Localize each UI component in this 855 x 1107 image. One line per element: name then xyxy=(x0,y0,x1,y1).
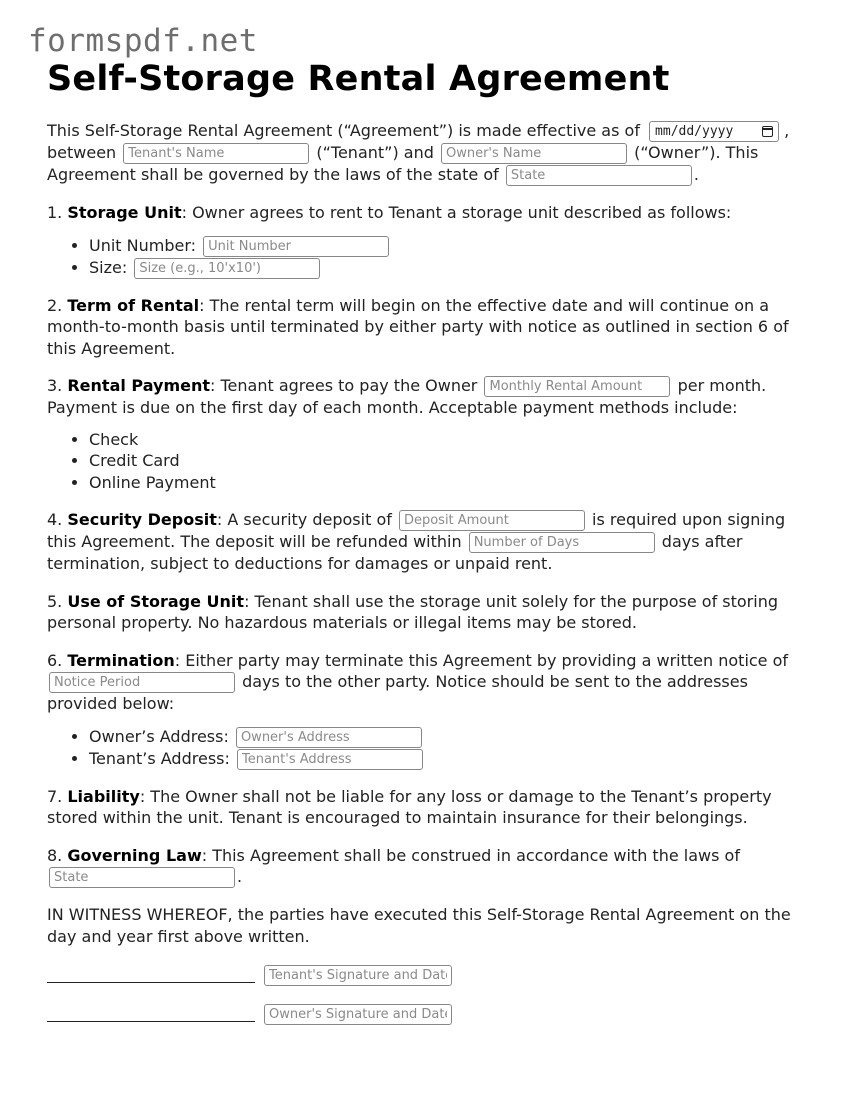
section-use xyxy=(47,591,817,634)
unit-number-input[interactable] xyxy=(203,236,389,257)
watermark-logo: formspdf.net xyxy=(28,23,258,59)
tenant-address-label: Tenant’s Address: xyxy=(89,748,230,768)
section-number: 1. xyxy=(47,203,63,222)
tenant-address-input[interactable] xyxy=(237,749,423,770)
size-input[interactable] xyxy=(134,258,320,279)
payment-methods-list xyxy=(47,429,817,494)
section-text: : A security deposit of xyxy=(216,510,392,529)
owner-signature-input[interactable] xyxy=(264,1004,452,1025)
section-number: 2. xyxy=(47,295,63,315)
section-text: . xyxy=(237,867,243,886)
section-number: 3. xyxy=(47,376,63,395)
refund-days-input[interactable] xyxy=(469,532,655,553)
section-heading: Term of Rental xyxy=(67,295,200,315)
intro-text: (“Owner”). This Agreement shall be governed by the laws of the state of xyxy=(47,143,759,184)
size-label: Size: xyxy=(89,257,128,277)
section-heading: Use of Storage Unit xyxy=(67,591,245,611)
section-governing-law xyxy=(47,845,817,889)
owner-address-label: Owner’s Address: xyxy=(89,726,229,746)
witness-statement: IN WITNESS WHEREOF, the parties have executed this Self-Storage Rental Agreement on the day and year first above written. xyxy=(47,905,791,946)
calendar-icon[interactable] xyxy=(762,126,773,137)
unit-number-label: Unit Number: xyxy=(89,235,197,255)
governing-state-input[interactable] xyxy=(49,867,235,888)
section-text: days after termination, subject to deductions for damages or unpaid rent. xyxy=(47,532,743,573)
date-value: mm/dd/yyyy xyxy=(655,123,734,139)
list-item xyxy=(89,726,817,748)
section-heading: Liability xyxy=(67,786,140,806)
section-number: 6. xyxy=(47,650,63,670)
section-term xyxy=(47,295,817,360)
signature-line xyxy=(47,1007,255,1022)
monthly-rent-input[interactable] xyxy=(484,376,670,397)
section-number: 7. xyxy=(47,786,63,806)
section-termination xyxy=(47,650,817,715)
intro-text: . xyxy=(693,165,699,184)
section-text: days to the other party. Notice should be sent to the addresses provided below: xyxy=(47,672,748,713)
state-input[interactable] xyxy=(506,165,692,186)
list-item: • Credit Card xyxy=(89,450,817,472)
section-heading: Termination xyxy=(67,650,175,670)
agreement-document xyxy=(47,58,817,1025)
section-text: is required upon signing this Agreement. The deposit will be refunded within xyxy=(47,510,786,551)
addresses-list xyxy=(47,726,817,770)
section-heading: Governing Law xyxy=(67,845,202,865)
intro-text: , between xyxy=(47,121,790,162)
list-item xyxy=(89,257,817,279)
intro-text: This Self-Storage Rental Agreement (“Agreement”) is made effective as of xyxy=(47,121,640,140)
section-storage-unit xyxy=(47,202,817,224)
tenant-signature-input[interactable] xyxy=(264,965,452,986)
section-text: per month. Payment is due on the first day of each month. Acceptable payment methods include: xyxy=(47,376,767,417)
section-number: 4. xyxy=(47,510,63,529)
owner-name-input[interactable] xyxy=(441,143,627,164)
effective-date-input[interactable] xyxy=(649,121,779,142)
section-number: 5. xyxy=(47,591,63,611)
signature-line xyxy=(47,968,255,983)
section-heading: Storage Unit xyxy=(67,203,182,222)
section-rental-payment xyxy=(47,375,817,419)
owner-address-input[interactable] xyxy=(236,727,422,748)
tenant-name-input[interactable] xyxy=(123,143,309,164)
tenant-signature-row xyxy=(47,965,817,986)
section-liability xyxy=(47,786,817,829)
section-text: : Tenant agrees to pay the Owner xyxy=(210,376,478,395)
page-title: Self-Storage Rental Agreement xyxy=(47,59,670,99)
owner-signature-row xyxy=(47,1004,817,1025)
section-text: : Tenant shall use the storage unit solely for the purpose of storing personal property. No hazardous materials or illegal items may be stored. xyxy=(47,591,778,632)
intro-text: (“Tenant”) and xyxy=(316,143,434,162)
section-security-deposit xyxy=(47,509,817,575)
list-item xyxy=(89,748,817,770)
notice-period-input[interactable] xyxy=(49,672,235,693)
section-text: : Owner agrees to rent to Tenant a storage unit described as follows: xyxy=(181,203,732,222)
section-heading: Security Deposit xyxy=(67,510,217,529)
section-heading: Rental Payment xyxy=(67,376,211,395)
unit-details-list xyxy=(47,235,817,279)
list-item: • Check xyxy=(89,429,817,451)
section-text: : Either party may terminate this Agreement by providing a written notice of xyxy=(174,650,789,670)
intro-paragraph xyxy=(47,120,817,186)
section-text: : The rental term will begin on the effective date and will continue on a month-to-month basis until terminated by either party with notice as outlined in section 6 of this Agreement. xyxy=(47,295,789,358)
list-item: • Online Payment xyxy=(89,472,817,494)
section-number: 8. xyxy=(47,845,63,865)
deposit-amount-input[interactable] xyxy=(399,510,585,531)
section-text: : This Agreement shall be construed in accordance with the laws of xyxy=(201,845,740,865)
section-text: : The Owner shall not be liable for any loss or damage to the Tenant’s property stored within the unit. Tenant is encouraged to maintain insurance for their belongings. xyxy=(47,786,772,827)
list-item xyxy=(89,235,817,257)
